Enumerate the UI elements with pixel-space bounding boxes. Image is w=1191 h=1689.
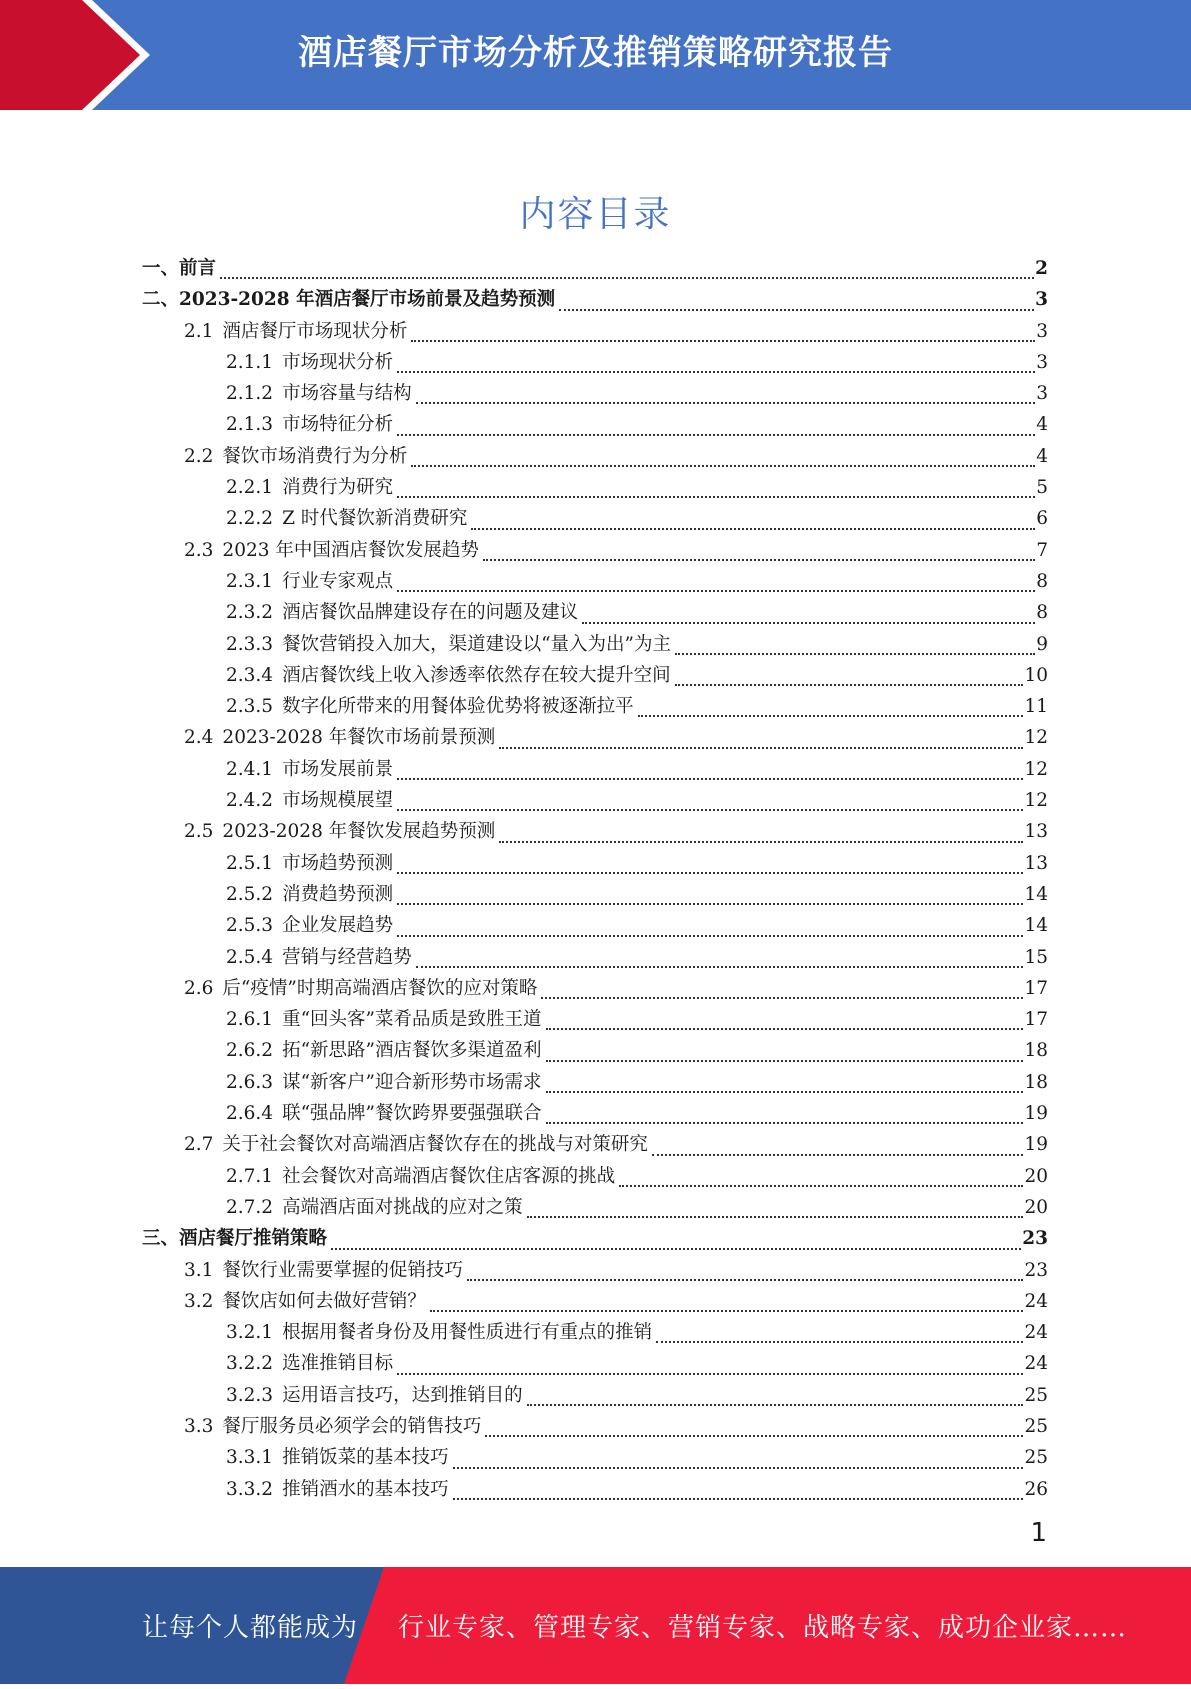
toc-entry[interactable] (142, 442, 1048, 473)
toc-entry-number: 2.5.3 (226, 915, 274, 937)
toc-entry[interactable] (142, 254, 1048, 285)
toc-dot-leader (397, 434, 1035, 436)
toc-entry-page: 4 (1036, 445, 1048, 467)
toc-entry[interactable] (142, 379, 1048, 410)
toc-entry-page: 18 (1024, 1071, 1048, 1093)
toc-dot-leader (656, 1341, 1023, 1343)
toc-entry[interactable] (142, 598, 1048, 629)
toc-entry[interactable] (142, 661, 1048, 692)
toc-entry-label: 运用语言技巧，达到推销目的 (282, 1384, 523, 1406)
toc-dot-leader (453, 1498, 1024, 1500)
toc-entry[interactable] (142, 410, 1048, 441)
toc-entry[interactable] (142, 1381, 1048, 1412)
toc-entry-label: 后“疫情”时期高端酒店餐饮的应对策略 (222, 977, 538, 999)
toc-entry[interactable] (142, 755, 1048, 786)
toc-entry-label: 高端酒店面对挑战的应对之策 (282, 1196, 523, 1218)
footer-slogan-left: 让每个人都能成为 (142, 1613, 359, 1643)
toc-dot-leader (411, 465, 1035, 467)
toc-entry-label: 酒店餐饮品牌建设存在的问题及建议 (282, 602, 579, 624)
toc-entry-number: 2.2.1 (226, 477, 274, 499)
toc-entry-number: 3.3.2 (226, 1478, 274, 1500)
toc-entry-page: 4 (1036, 414, 1048, 436)
toc-dot-leader (397, 496, 1035, 498)
toc-dot-leader (652, 1154, 1024, 1156)
toc-dot-leader (559, 309, 1034, 311)
toc-entry[interactable] (142, 473, 1048, 504)
toc-entry-label: 市场特征分析 (282, 414, 394, 436)
toc-entry[interactable] (142, 504, 1048, 535)
toc-entry-page: 9 (1036, 633, 1048, 655)
toc-entry[interactable] (142, 1256, 1048, 1287)
toc-entry[interactable] (142, 1443, 1048, 1474)
toc-entry-number: 2.3.1 (226, 570, 274, 592)
toc-dot-leader (541, 997, 1023, 999)
toc-entry-number: 3.3.1 (226, 1447, 274, 1469)
toc-dot-leader (397, 903, 1023, 905)
toc-dot-leader (397, 809, 1023, 811)
toc-entry-page: 12 (1024, 790, 1048, 812)
toc-entry-label: Z 时代餐饮新消费研究 (282, 508, 468, 530)
toc-entry-number: 2.4.1 (226, 758, 274, 780)
toc-entry-page: 11 (1024, 696, 1048, 718)
toc-entry-label: 关于社会餐饮对高端酒店餐饮存在的挑战与对策研究 (222, 1134, 648, 1156)
toc-entry-label: 行业专家观点 (282, 570, 394, 592)
toc-entry-number: 2.6.2 (226, 1040, 274, 1062)
toc-dot-leader (397, 872, 1023, 874)
toc-dot-leader (331, 1248, 1021, 1250)
toc-entry-label: 餐厅服务员必须学会的销售技巧 (222, 1415, 482, 1437)
toc-dot-leader (527, 1216, 1024, 1218)
toc-entry-page: 25 (1024, 1447, 1048, 1469)
toc-entry-number: 2.5.1 (226, 852, 274, 874)
toc-entry-label: 餐饮营销投入加大，渠道建设以“量入为出”为主 (282, 633, 671, 655)
toc-entry[interactable] (142, 630, 1048, 661)
toc-entry[interactable] (142, 1224, 1048, 1255)
toc-entry-label: 2023-2028 年餐饮市场前景预测 (222, 727, 496, 749)
toc-entry-page: 19 (1024, 1103, 1048, 1125)
toc-dot-leader (546, 1122, 1024, 1124)
toc-entry-page: 20 (1024, 1165, 1048, 1187)
toc-entry-label: 社会餐饮对高端酒店餐饮住店客源的挑战 (282, 1165, 616, 1187)
toc-entry-label: 酒店餐饮线上收入渗透率依然存在较大提升空间 (282, 664, 671, 686)
toc-dot-leader (582, 622, 1035, 624)
toc-entry[interactable] (142, 536, 1048, 567)
toc-entry-number: 2.2 (184, 445, 214, 467)
toc-entry-label: 一、前言 (142, 258, 217, 279)
toc-entry-page: 26 (1024, 1478, 1048, 1500)
toc-entry-label: 联“强品牌”餐饮跨界要强强联合 (282, 1103, 542, 1125)
toc-entry-label: 餐饮店如何去做好营销？ (222, 1290, 426, 1312)
document-title: 酒店餐厅市场分析及推销策略研究报告 (298, 33, 893, 73)
toc-dot-leader (430, 1310, 1024, 1312)
toc-entry-page: 15 (1024, 946, 1048, 968)
toc-entry-number: 2.4 (184, 727, 214, 749)
toc-entry-page: 7 (1036, 539, 1048, 561)
toc-entry-page: 24 (1024, 1353, 1048, 1375)
toc-dot-leader (546, 1091, 1024, 1093)
toc-entry-label: 三、酒店餐厅推销策略 (142, 1228, 328, 1250)
toc-entry-label: 推销饭菜的基本技巧 (282, 1447, 449, 1469)
toc-dot-leader (397, 590, 1035, 592)
toc-entry-page: 12 (1024, 758, 1048, 780)
toc-dot-leader (411, 340, 1035, 342)
toc-entry-page: 6 (1036, 508, 1048, 530)
toc-entry[interactable] (142, 1068, 1048, 1099)
toc-entry-number: 2.4.2 (226, 790, 274, 812)
toc-dot-leader (499, 841, 1023, 843)
toc-entry[interactable] (142, 1036, 1048, 1067)
toc-entry[interactable] (142, 1318, 1048, 1349)
toc-dot-leader (485, 1435, 1023, 1437)
toc-entry-number: 3.2.3 (226, 1384, 274, 1406)
toc-entry-number: 2.6.3 (226, 1071, 274, 1093)
toc-entry-number: 3.1 (184, 1259, 214, 1281)
toc-entry[interactable] (142, 317, 1048, 348)
toc-entry-label: 根据用餐者身份及用餐性质进行有重点的推销 (282, 1322, 653, 1344)
toc-dot-leader (546, 1060, 1024, 1062)
toc-entry[interactable] (142, 1130, 1048, 1161)
page-number: 1 (1030, 1518, 1047, 1548)
toc-dot-leader (397, 371, 1035, 373)
toc-entry[interactable] (142, 1193, 1048, 1224)
toc-entry-label: 企业发展趋势 (282, 915, 394, 937)
footer-slogan-right: 行业专家、管理专家、营销专家、战略专家、成功企业家…… (398, 1613, 1128, 1643)
toc-entry-number: 3.2.2 (226, 1353, 274, 1375)
toc-entry[interactable] (142, 1475, 1048, 1506)
toc-entry-page: 17 (1024, 1009, 1048, 1031)
toc-entry[interactable] (142, 786, 1048, 817)
toc-entry-number: 2.5.4 (226, 946, 274, 968)
toc-entry-label: 市场现状分析 (282, 351, 394, 373)
toc-dot-leader (397, 1373, 1023, 1375)
toc-entry-number: 3.3 (184, 1415, 214, 1437)
toc-entry-label: 谋“新客户”迎合新形势市场需求 (282, 1071, 542, 1093)
toc-entry[interactable] (142, 723, 1048, 754)
header-band (0, 0, 1191, 110)
toc-entry-label: 消费行为研究 (282, 477, 394, 499)
toc-entry-number: 2.1.3 (226, 414, 274, 436)
toc-entry-number: 2.5.2 (226, 883, 274, 905)
toc-dot-leader (675, 653, 1035, 655)
toc-entry-page: 18 (1024, 1040, 1048, 1062)
toc-entry-page: 3 (1036, 383, 1048, 405)
toc-entry[interactable] (142, 817, 1048, 848)
toc-entry[interactable] (142, 1162, 1048, 1193)
toc-entry[interactable] (142, 1099, 1048, 1130)
toc-entry-page: 17 (1024, 977, 1048, 999)
toc-entry-label: 推销酒水的基本技巧 (282, 1478, 449, 1500)
toc-dot-leader (546, 1028, 1024, 1030)
toc-entry[interactable] (142, 911, 1048, 942)
toc-entry-number: 2.3.5 (226, 696, 274, 718)
toc-entry-page: 23 (1024, 1259, 1048, 1281)
toc-entry-label: 酒店餐厅市场现状分析 (222, 320, 408, 342)
toc-dot-leader (220, 277, 1034, 279)
toc-entry-page: 5 (1036, 477, 1048, 499)
toc-dot-leader (527, 1404, 1024, 1406)
toc-entry-number: 2.7 (184, 1134, 214, 1156)
toc-entry[interactable] (142, 1412, 1048, 1443)
toc-entry[interactable] (142, 1349, 1048, 1380)
toc-entry-page: 23 (1022, 1228, 1048, 1250)
toc-entry-page: 14 (1024, 883, 1048, 905)
toc-entry-number: 2.3.2 (226, 602, 274, 624)
toc-entry-label: 市场容量与结构 (282, 383, 412, 405)
toc-entry[interactable] (142, 692, 1048, 723)
toc-entry-label: 选准推销目标 (282, 1353, 394, 1375)
toc-entry-number: 2.7.2 (226, 1196, 274, 1218)
toc-entry[interactable] (142, 285, 1048, 316)
toc-dot-leader (471, 528, 1035, 530)
toc-entry-number: 3.2.1 (226, 1322, 274, 1344)
toc-dot-leader (499, 747, 1023, 749)
toc-entry-label: 二、2023-2028 年酒店餐厅市场前景及趋势预测 (142, 289, 556, 311)
toc-entry-number: 2.3.3 (226, 633, 274, 655)
toc-entry-page: 24 (1024, 1322, 1048, 1344)
toc-entry-label: 消费趋势预测 (282, 883, 394, 905)
toc-dot-leader (397, 935, 1023, 937)
toc-entry[interactable] (142, 348, 1048, 379)
toc-entry-page: 24 (1024, 1290, 1048, 1312)
toc-dot-leader (483, 559, 1035, 561)
toc-entry-page: 13 (1024, 821, 1048, 843)
toc-entry[interactable] (142, 1287, 1048, 1318)
toc-entry-page: 8 (1036, 602, 1048, 624)
toc-entry-number: 2.1.2 (226, 383, 274, 405)
toc-entry-page: 3 (1036, 351, 1048, 373)
toc-entry-label: 餐饮市场消费行为分析 (222, 445, 408, 467)
toc-entry-number: 2.6 (184, 977, 214, 999)
footer-band (0, 1567, 1191, 1684)
toc-entry-page: 19 (1024, 1134, 1048, 1156)
toc-entry-page: 12 (1024, 727, 1048, 749)
toc-entry[interactable] (142, 974, 1048, 1005)
toc-heading: 内容目录 (519, 194, 672, 236)
toc-entry-label: 市场规模展望 (282, 790, 394, 812)
toc-entry-page: 3 (1035, 289, 1048, 311)
toc-entry[interactable] (142, 1005, 1048, 1036)
toc-entry-number: 2.3.4 (226, 664, 274, 686)
toc-entry-page: 20 (1024, 1196, 1048, 1218)
toc-entry[interactable] (142, 849, 1048, 880)
toc-entry-label: 市场趋势预测 (282, 852, 394, 874)
toc-entry-page: 25 (1024, 1415, 1048, 1437)
toc-entry-number: 3.2 (184, 1290, 214, 1312)
toc-dot-leader (619, 1185, 1023, 1187)
toc-entry-number: 2.1 (184, 320, 214, 342)
toc-entry-label: 2023-2028 年餐饮发展趋势预测 (222, 821, 496, 843)
toc-entry-page: 3 (1036, 320, 1048, 342)
toc-dot-leader (467, 1279, 1024, 1281)
toc-entry-label: 2023 年中国酒店餐饮发展趋势 (222, 539, 479, 561)
toc-dot-leader (416, 402, 1036, 404)
toc-entry-label: 拓“新思路”酒店餐饮多渠道盈利 (282, 1040, 542, 1062)
toc-entry-number: 2.7.1 (226, 1165, 274, 1187)
toc-entry-page: 2 (1035, 258, 1048, 279)
table-of-contents (142, 254, 1048, 1506)
toc-dot-leader (453, 1467, 1024, 1469)
toc-entry-page: 25 (1024, 1384, 1048, 1406)
toc-entry-number: 2.3 (184, 539, 214, 561)
toc-dot-leader (397, 778, 1023, 780)
toc-entry-label: 营销与经营趋势 (282, 946, 412, 968)
toc-entry-number: 2.1.1 (226, 351, 274, 373)
toc-entry-page: 14 (1024, 915, 1048, 937)
toc-entry-label: 餐饮行业需要掌握的促销技巧 (222, 1259, 463, 1281)
toc-entry[interactable] (142, 880, 1048, 911)
toc-entry-label: 重“回头客”菜肴品质是致胜王道 (282, 1009, 542, 1031)
toc-entry-label: 数字化所带来的用餐体验优势将被逐渐拉平 (282, 696, 634, 718)
toc-entry-label: 市场发展前景 (282, 758, 394, 780)
toc-dot-leader (416, 966, 1024, 968)
toc-dot-leader (638, 715, 1024, 717)
toc-dot-leader (675, 684, 1024, 686)
toc-entry-number: 2.5 (184, 821, 214, 843)
toc-entry[interactable] (142, 567, 1048, 598)
toc-entry-page: 10 (1024, 664, 1048, 686)
toc-entry[interactable] (142, 943, 1048, 974)
toc-entry-number: 2.2.2 (226, 508, 274, 530)
toc-entry-number: 2.6.4 (226, 1103, 274, 1125)
toc-entry-number: 2.6.1 (226, 1009, 274, 1031)
toc-entry-page: 13 (1024, 852, 1048, 874)
toc-entry-page: 8 (1036, 570, 1048, 592)
